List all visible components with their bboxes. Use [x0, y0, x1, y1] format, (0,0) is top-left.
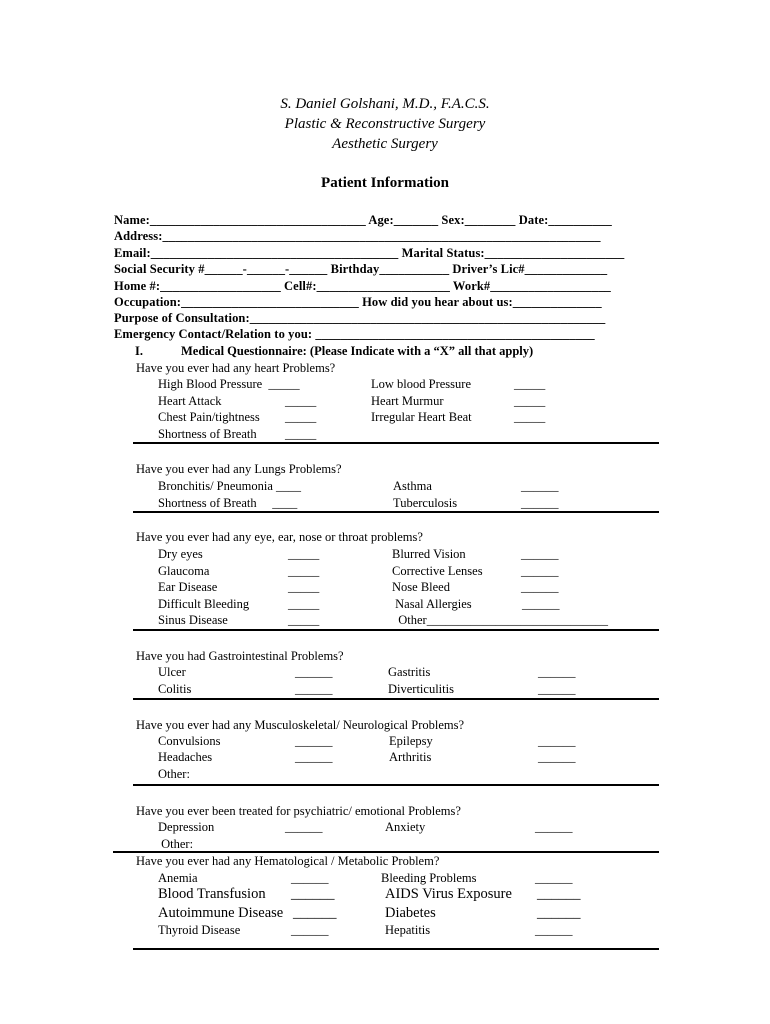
section-divider	[133, 698, 659, 700]
neuro-item[interactable]: Arthritis	[389, 750, 432, 764]
eent-blank[interactable]: ______	[521, 547, 559, 561]
heme-blank[interactable]: ______	[537, 905, 581, 921]
eent-blank[interactable]: _____	[288, 564, 320, 578]
gi-question: Have you had Gastrointestinal Problems?	[136, 649, 344, 663]
section-number: I.	[135, 344, 143, 358]
heart-item[interactable]: Heart Murmur	[371, 394, 444, 408]
section-divider	[133, 629, 659, 631]
eent-item[interactable]: Nose Bleed	[392, 580, 450, 594]
lungs-blank[interactable]: ______	[521, 496, 559, 510]
name-age-sex-date-field[interactable]: Name:__________________________________ Age:_______ Sex:________ Date:__________	[114, 213, 612, 227]
heme-item[interactable]: Autoimmune Disease	[158, 905, 284, 921]
emergency-contact-field[interactable]: Emergency Contact/Relation to you: ____________________________________________	[114, 327, 595, 341]
specialty-line-2: Aesthetic Surgery	[332, 136, 438, 152]
eent-blank[interactable]: ______	[521, 580, 559, 594]
psych-blank[interactable]: ______	[285, 820, 323, 834]
heart-blank[interactable]: _____	[285, 410, 317, 424]
heart-item[interactable]: High Blood Pressure _____	[158, 377, 300, 391]
neuro-item[interactable]: Epilepsy	[389, 734, 433, 748]
heme-item[interactable]: Hepatitis	[385, 923, 431, 937]
gi-item[interactable]: Diverticulitis	[388, 682, 454, 696]
neuro-blank[interactable]: ______	[538, 734, 576, 748]
heme-blank[interactable]: ______	[291, 886, 335, 902]
heart-blank[interactable]: _____	[285, 427, 317, 441]
neuro-blank[interactable]: ______	[295, 734, 333, 748]
eent-question: Have you ever had any eye, ear, nose or throat problems?	[136, 530, 423, 544]
eent-blank[interactable]: _____	[288, 597, 320, 611]
heme-item[interactable]: Diabetes	[385, 905, 436, 921]
heart-item[interactable]: Irregular Heart Beat	[371, 410, 472, 424]
neuro-blank[interactable]: ______	[538, 750, 576, 764]
heart-item[interactable]: Chest Pain/tightness	[158, 410, 260, 424]
doctor-name: S. Daniel Golshani, M.D., F.A.C.S.	[280, 96, 490, 112]
heme-blank[interactable]: ______	[291, 923, 329, 937]
eent-blank[interactable]: ______	[521, 564, 559, 578]
heme-question: Have you ever had any Hematological / Metabolic Problem?	[136, 854, 440, 868]
heart-question: Have you ever had any heart Problems?	[136, 361, 336, 375]
address-field[interactable]: Address:_____________________________________________________________________	[114, 229, 601, 243]
purpose-field[interactable]: Purpose of Consultation:________________________________________________________	[114, 311, 606, 325]
psych-question: Have you ever been treated for psychiatric/ emotional Problems?	[136, 804, 461, 818]
psych-item[interactable]: Anxiety	[385, 820, 426, 834]
heme-item[interactable]: Thyroid Disease	[158, 923, 241, 937]
heart-blank[interactable]: _____	[514, 410, 546, 424]
heme-blank[interactable]: ______	[535, 923, 573, 937]
psych-blank[interactable]: ______	[535, 820, 573, 834]
gi-blank[interactable]: ______	[295, 682, 333, 696]
heart-blank[interactable]: _____	[514, 377, 546, 391]
eent-blank[interactable]: ______	[522, 597, 560, 611]
heme-blank[interactable]: ______	[535, 871, 573, 885]
gi-blank[interactable]: ______	[538, 682, 576, 696]
specialty-line: Plastic & Reconstructive Surgery	[284, 116, 486, 132]
heme-item[interactable]: Bleeding Problems	[381, 871, 477, 885]
lungs-question: Have you ever had any Lungs Problems?	[136, 462, 342, 476]
eent-item[interactable]: Blurred Vision	[392, 547, 466, 561]
neuro-question: Have you ever had any Musculoskeletal/ Neurological Problems?	[136, 718, 465, 732]
eent-other-field[interactable]: Other_____________________________	[392, 613, 608, 627]
section-divider	[133, 948, 659, 950]
phone-fields[interactable]: Home #:___________________ Cell#:_____________________ Work#___________________	[114, 279, 611, 293]
heme-item[interactable]: Anemia	[158, 871, 198, 885]
eent-item[interactable]: Sinus Disease	[158, 613, 228, 627]
neuro-item[interactable]: Convulsions	[158, 734, 221, 748]
heme-blank[interactable]: ______	[293, 905, 337, 921]
neuro-other-field[interactable]: Other:	[158, 767, 190, 781]
eent-item[interactable]: Ear Disease	[158, 580, 218, 594]
gi-item[interactable]: Colitis	[158, 682, 192, 696]
section-divider	[133, 511, 659, 513]
gi-item[interactable]: Ulcer	[158, 665, 186, 679]
section-divider	[133, 442, 659, 444]
lungs-item[interactable]: Bronchitis/ Pneumonia ____	[158, 479, 302, 493]
gi-item[interactable]: Gastritis	[388, 665, 431, 679]
heart-item[interactable]: Shortness of Breath	[158, 427, 257, 441]
section-divider	[133, 784, 659, 786]
lungs-item[interactable]: Shortness of Breath ____	[158, 496, 298, 510]
psych-item[interactable]: Depression	[158, 820, 215, 834]
ssn-birthday-license-field[interactable]: Social Security #______-______-______ Birthday___________ Driver’s Lic#_____________	[114, 262, 608, 276]
page-title: Patient Information	[321, 175, 449, 191]
eent-item[interactable]: Difficult Bleeding	[158, 597, 250, 611]
heart-blank[interactable]: _____	[514, 394, 546, 408]
gi-blank[interactable]: ______	[538, 665, 576, 679]
eent-item[interactable]: Nasal Allergies	[392, 597, 472, 611]
section-title: Medical Questionnaire: (Please Indicate with a “X” all that apply)	[181, 344, 534, 358]
eent-item[interactable]: Corrective Lenses	[392, 564, 483, 578]
lungs-item[interactable]: Asthma	[393, 479, 432, 493]
occupation-referral-field[interactable]: Occupation:____________________________ How did you hear about us:______________	[114, 295, 602, 309]
heme-item[interactable]: AIDS Virus Exposure	[385, 886, 512, 902]
eent-blank[interactable]: _____	[288, 613, 320, 627]
eent-item[interactable]: Glaucoma	[158, 564, 210, 578]
lungs-item[interactable]: Tuberculosis	[393, 496, 458, 510]
eent-blank[interactable]: _____	[288, 580, 320, 594]
neuro-blank[interactable]: ______	[295, 750, 333, 764]
heart-item[interactable]: Low blood Pressure	[371, 377, 471, 391]
eent-blank[interactable]: _____	[288, 547, 320, 561]
eent-item[interactable]: Dry eyes	[158, 547, 203, 561]
psych-other-field[interactable]: Other:	[158, 837, 194, 851]
lungs-blank[interactable]: ______	[521, 479, 559, 493]
heart-blank[interactable]: _____	[285, 394, 317, 408]
email-marital-field[interactable]: Email:_______________________________________ Marital Status:______________________	[114, 246, 625, 260]
heme-blank[interactable]: ______	[537, 886, 581, 902]
heme-item[interactable]: Blood Transfusion	[158, 886, 266, 902]
heart-item[interactable]: Heart Attack	[158, 394, 222, 408]
neuro-item[interactable]: Headaches	[158, 750, 213, 764]
section-divider	[113, 851, 659, 853]
gi-blank[interactable]: ______	[295, 665, 333, 679]
heme-blank[interactable]: ______	[291, 871, 329, 885]
